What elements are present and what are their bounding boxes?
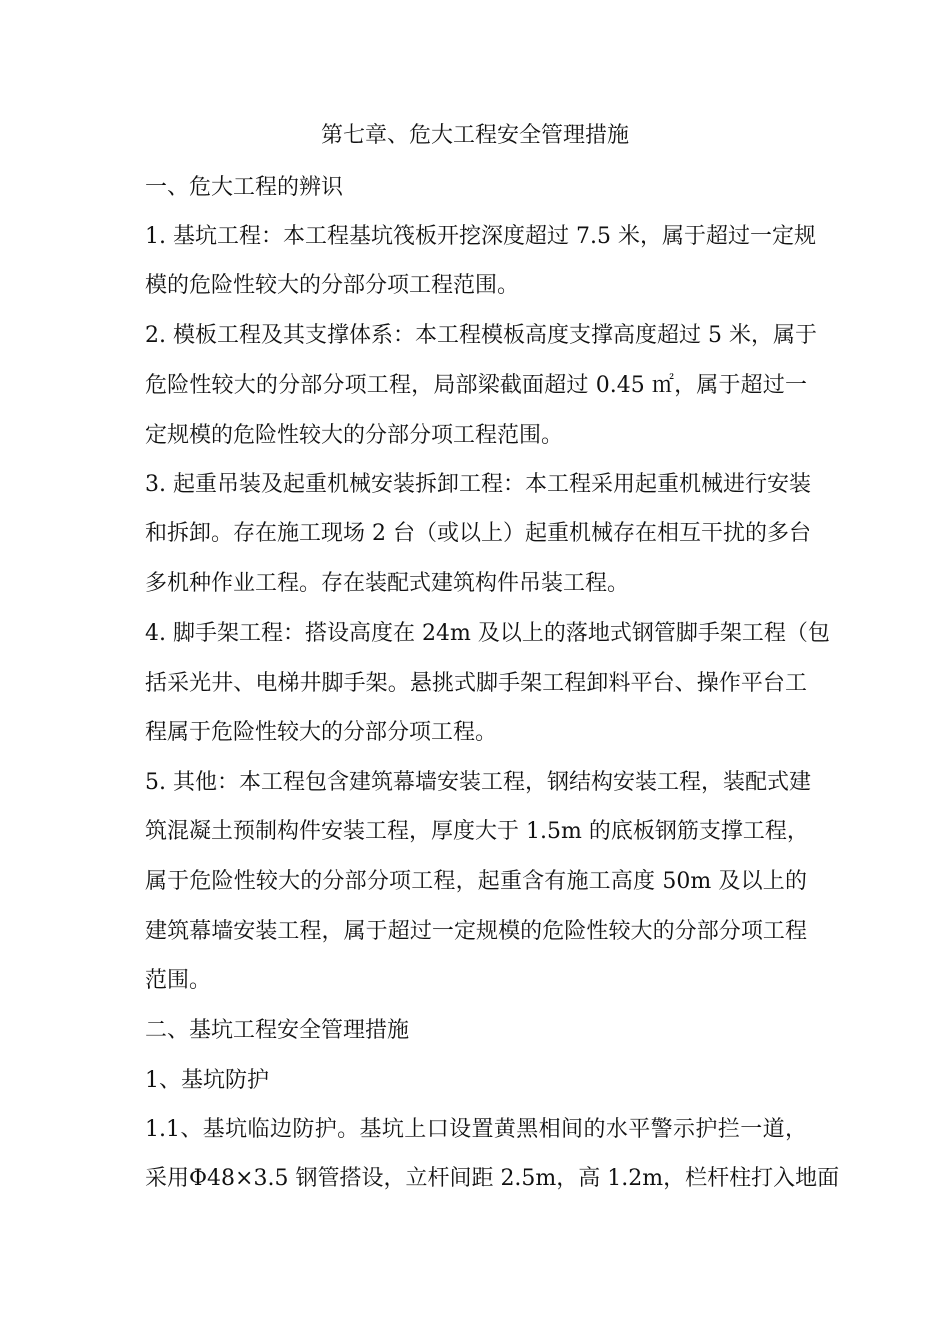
paragraph-line: 3. 起重吊装及起重机械安装拆卸工程：本工程采用起重机械进行安装	[145, 472, 811, 497]
paragraph-line: 1. 基坑工程：本工程基坑筏板开挖深度超过 7.5 米，属于超过一定规	[145, 224, 816, 249]
paragraph-line: 采用Φ48×3.5 钢管搭设，立杆间距 2.5m，高 1.2m，栏杆柱打入地面	[145, 1166, 840, 1191]
paragraph-line: 范围。	[145, 968, 212, 993]
paragraph-line: 危险性较大的分部分项工程，局部梁截面超过 0.45 ㎡，属于超过一	[145, 373, 807, 398]
paragraph-line: 2. 模板工程及其支撑体系：本工程模板高度支撑高度超过 5 米，属于	[145, 323, 817, 348]
paragraph-line: 模的危险性较大的分部分项工程范围。	[145, 273, 520, 298]
paragraph-line: 筑混凝土预制构件安装工程，厚度大于 1.5m 的底板钢筋支撑工程，	[145, 819, 809, 844]
paragraph-line: 定规模的危险性较大的分部分项工程范围。	[145, 423, 564, 448]
paragraph-line: 和拆卸。存在施工现场 2 台（或以上）起重机械存在相互干扰的多台	[145, 521, 811, 546]
paragraph-line: 4. 脚手架工程：搭设高度在 24m 及以上的落地式钢管脚手架工程（包	[145, 621, 830, 646]
paragraph-line: 建筑幕墙安装工程，属于超过一定规模的危险性较大的分部分项工程	[145, 919, 807, 944]
chapter-title: 第七章、危大工程安全管理措施	[320, 123, 629, 148]
paragraph-line: 属于危险性较大的分部分项工程，起重含有施工高度 50m 及以上的	[145, 869, 807, 894]
paragraph-line: 5. 其他：本工程包含建筑幕墙安装工程，钢结构安装工程，装配式建	[145, 770, 811, 795]
section-heading-pit-safety: 二、基坑工程安全管理措施	[145, 1018, 410, 1043]
paragraph-line: 程属于危险性较大的分部分项工程。	[145, 720, 498, 745]
subsection-heading-pit-protection: 1、基坑防护	[145, 1068, 269, 1093]
paragraph-line: 括采光井、电梯井脚手架。悬挑式脚手架工程卸料平台、操作平台工	[145, 671, 807, 696]
section-heading-identification: 一、危大工程的辨识	[145, 175, 344, 200]
paragraph-line: 多机种作业工程。存在装配式建筑构件吊装工程。	[145, 571, 630, 596]
paragraph-line: 1.1、基坑临边防护。基坑上口设置黄黑相间的水平警示护拦一道，	[145, 1117, 807, 1142]
